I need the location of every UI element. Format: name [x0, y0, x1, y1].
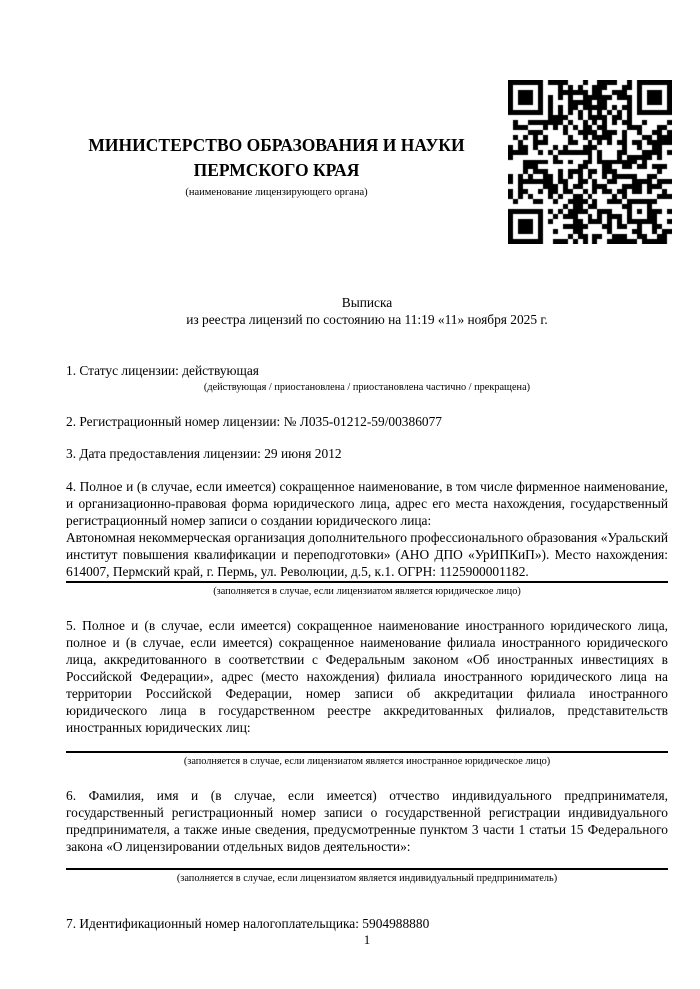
item-entrepreneur-caption: (заполняется в случае, если лицензиатом является индивидуальный предприниматель): [176, 872, 558, 884]
item-legal-entity-caption: (заполняется в случае, если лицензиатом является юридическое лицо): [213, 585, 521, 597]
ministry-name: [66, 133, 487, 184]
page-number: 1: [363, 932, 371, 947]
ministry-caption: (наименование лицензирующего органа): [185, 186, 368, 198]
item-foreign-entity-value: [66, 736, 668, 753]
item-legal-entity-label: 4. Полное и (в случае, если имеется) сокращенное наименование, в том числе фирменное наименование, и организационно-правовая форма юридического лица, адрес его места нахождения, государственный регистрационный номер записи о создании юридического лица:: [66, 478, 668, 528]
item-legal-entity-value: Автономная некоммерческая организация дополнительного профессионального образования «Уральский институт повышения квалификации и переподготовки» (АНО ДПО «УрИПКиП»). Место нахождения: 614007, Пермский край, г. Пермь, ул. Революции, д.5, к.1. ОГРН: 1125900001182.: [66, 529, 668, 583]
item-taxpayer-number: 7. Идентификационный номер налогоплательщика: 5904988880: [66, 915, 430, 931]
title-line2: из реестра лицензий по состоянию на 11:19 «11» ноября 2025 г.: [186, 311, 548, 327]
ministry-name-line2: ПЕРМСКОГО КРАЯ: [193, 160, 360, 181]
ministry-header: [66, 0, 487, 198]
item-license-date: 3. Дата предоставления лицензии: 29 июня 2012: [66, 445, 342, 461]
item-license-status-caption: (действующая / приостановлена / приостановлена частично / прекращена): [203, 381, 531, 393]
item-license-status: 1. Статус лицензии: действующая: [66, 362, 259, 378]
document-title: [66, 294, 668, 328]
item-registration-number: 2. Регистрационный номер лицензии: № Л035-01212-59/00386077: [66, 413, 442, 429]
item-entrepreneur-value: [66, 855, 668, 870]
qr-code-icon: [508, 80, 672, 244]
item-foreign-entity-caption: (заполняется в случае, если лицензиатом является иностранное юридическое лицо): [183, 755, 551, 767]
item-entrepreneur-label: 6. Фамилия, имя и (в случае, если имеется) отчество индивидуального предпринимателя, государственный регистрационный номер записи о государственной регистрации индивидуального предпринимателя, а также иные сведения, предусмотренные пунктом 3 части 1 статьи 15 Федерального закона «О лицензировании отдельных видов деятельности»:: [66, 787, 668, 854]
ministry-name-line1: МИНИСТЕРСТВО ОБРАЗОВАНИЯ И НАУКИ: [88, 135, 465, 155]
item-foreign-entity-label: 5. Полное и (в случае, если имеется) сокращенное наименование иностранного юридического лица, полное и (в случае, если имеется) сокращенное наименование филиала иностранного юридического лица, аккредитованного в соответствии с Федеральным законом «Об иностранных инвестициях в Российской Федерации», адрес (место нахождения) филиала иностранного юридического лица на территории Российской Федерации, номер записи об аккредитации филиала иностранного юридического лица в государственном реестре аккредитованных филиалов, представительств иностранных юридических лиц:: [66, 617, 668, 735]
title-line1: Выписка: [341, 294, 393, 310]
